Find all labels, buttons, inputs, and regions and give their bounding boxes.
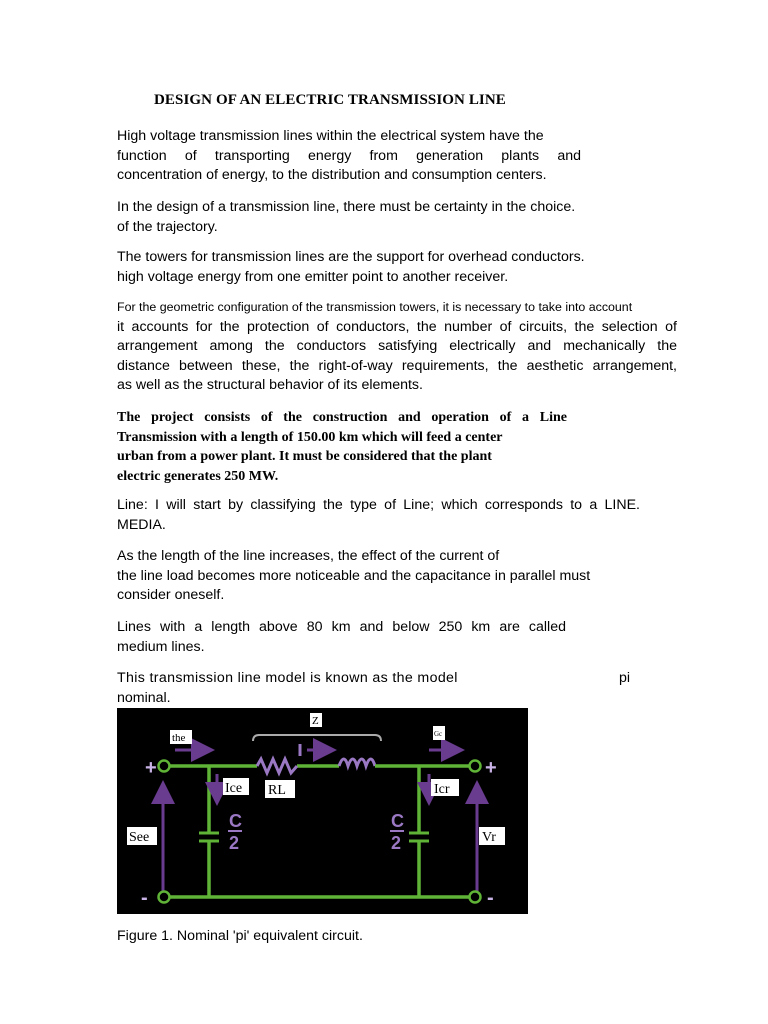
z-label: Z bbox=[312, 715, 319, 727]
paragraph-intro bbox=[117, 127, 581, 186]
text-line: Transmission with a length of 150.00 km which will feed a center bbox=[117, 429, 503, 445]
impedance-bracket bbox=[253, 735, 381, 741]
icr-label: Icr bbox=[434, 782, 450, 797]
terminal-top-left bbox=[159, 761, 170, 772]
text-line: nominal. bbox=[117, 689, 171, 706]
paragraph-trajectory bbox=[117, 198, 575, 237]
text-line: As the length of the line increases, the effect of the current of bbox=[117, 548, 500, 564]
right-capacitor-two-label: 2 bbox=[391, 833, 402, 853]
minus-sign-left: - bbox=[141, 887, 148, 909]
text-line: Line: I will start by classifying the type of Line; which corresponds to a LINE. bbox=[117, 497, 640, 513]
text-line: medium lines. bbox=[117, 638, 205, 655]
input-current-label: the bbox=[172, 732, 186, 744]
text-line: arrangement among the conductors satisfying electrically and mechanically the bbox=[117, 338, 677, 354]
text-line: the line load becomes more noticeable and the capacitance in parallel must bbox=[117, 567, 591, 584]
paragraph-project bbox=[117, 408, 567, 486]
plus-sign-right: + bbox=[485, 757, 497, 779]
text-line: MEDIA. bbox=[117, 516, 166, 533]
rl-label: RL bbox=[268, 783, 286, 798]
text-line bbox=[117, 669, 637, 689]
text-line: The towers for transmission lines are the support for overhead conductors. bbox=[117, 249, 585, 265]
text-line: consider oneself. bbox=[117, 587, 225, 603]
text-line: For the geometric configuration of the transmission towers, it is necessary to take into account bbox=[117, 300, 633, 314]
left-capacitor-c-label: C bbox=[229, 811, 242, 831]
paragraph-towers bbox=[117, 248, 585, 287]
text-line: electric generates 250 MW. bbox=[117, 468, 279, 484]
ice-label: Ice bbox=[225, 781, 243, 796]
paragraph-pi-model bbox=[117, 669, 637, 708]
document-title: DESIGN OF AN ELECTRIC TRANSMISSION LINE bbox=[154, 92, 506, 108]
text-line: High voltage transmission lines within the electrical system have the bbox=[117, 128, 544, 144]
text-line: it accounts for the protection of conductors, the number of circuits, the selection of bbox=[117, 318, 677, 335]
inductor bbox=[339, 759, 375, 766]
paragraph-medium-lines bbox=[117, 618, 566, 657]
text-line: concentration of energy, to the distribution and consumption centers. bbox=[117, 167, 547, 183]
text-line: The project consists of the construction and operation of a Line bbox=[117, 410, 567, 425]
pi-word: pi bbox=[619, 670, 631, 686]
text-line: as well as the structural behavior of its elements. bbox=[117, 377, 423, 393]
text-line: In the design of a transmission line, there must be certainty in the choice. bbox=[117, 199, 576, 215]
paragraph-line-type bbox=[117, 496, 640, 535]
text-line: function of transporting energy from generation plants and bbox=[117, 147, 581, 164]
paragraph-line-length bbox=[117, 547, 590, 606]
pi-model-text: This transmission line model is known as the model bbox=[117, 670, 458, 686]
right-capacitor-c-label: C bbox=[391, 811, 404, 831]
plus-sign-left: + bbox=[145, 757, 157, 779]
minus-sign-right: - bbox=[487, 887, 494, 909]
text-line: distance between these, the right-of-way requirements, the aesthetic arrangement, bbox=[117, 357, 677, 374]
text-line: high voltage energy from one emitter point to another receiver. bbox=[117, 268, 509, 285]
text-line: Lines with a length above 80 km and below 250 km are called bbox=[117, 619, 566, 635]
pi-circuit-diagram bbox=[117, 708, 528, 914]
see-label: See bbox=[129, 830, 150, 845]
figure-caption: Figure 1. Nominal 'pi' equivalent circuit. bbox=[117, 928, 363, 944]
text-line: urban from a power plant. It must be considered that the plant bbox=[117, 449, 492, 464]
terminal-top-right bbox=[470, 761, 481, 772]
output-current-label: Gc bbox=[434, 730, 443, 738]
paragraph-geometric-configuration bbox=[117, 298, 677, 396]
vr-label: Vr bbox=[482, 830, 496, 845]
terminal-bottom-left bbox=[159, 892, 170, 903]
pi-circuit-figure bbox=[117, 708, 528, 914]
text-line: of the trajectory. bbox=[117, 218, 218, 235]
terminal-bottom-right bbox=[470, 892, 481, 903]
left-capacitor-two-label: 2 bbox=[229, 833, 240, 853]
resistor bbox=[257, 759, 297, 773]
